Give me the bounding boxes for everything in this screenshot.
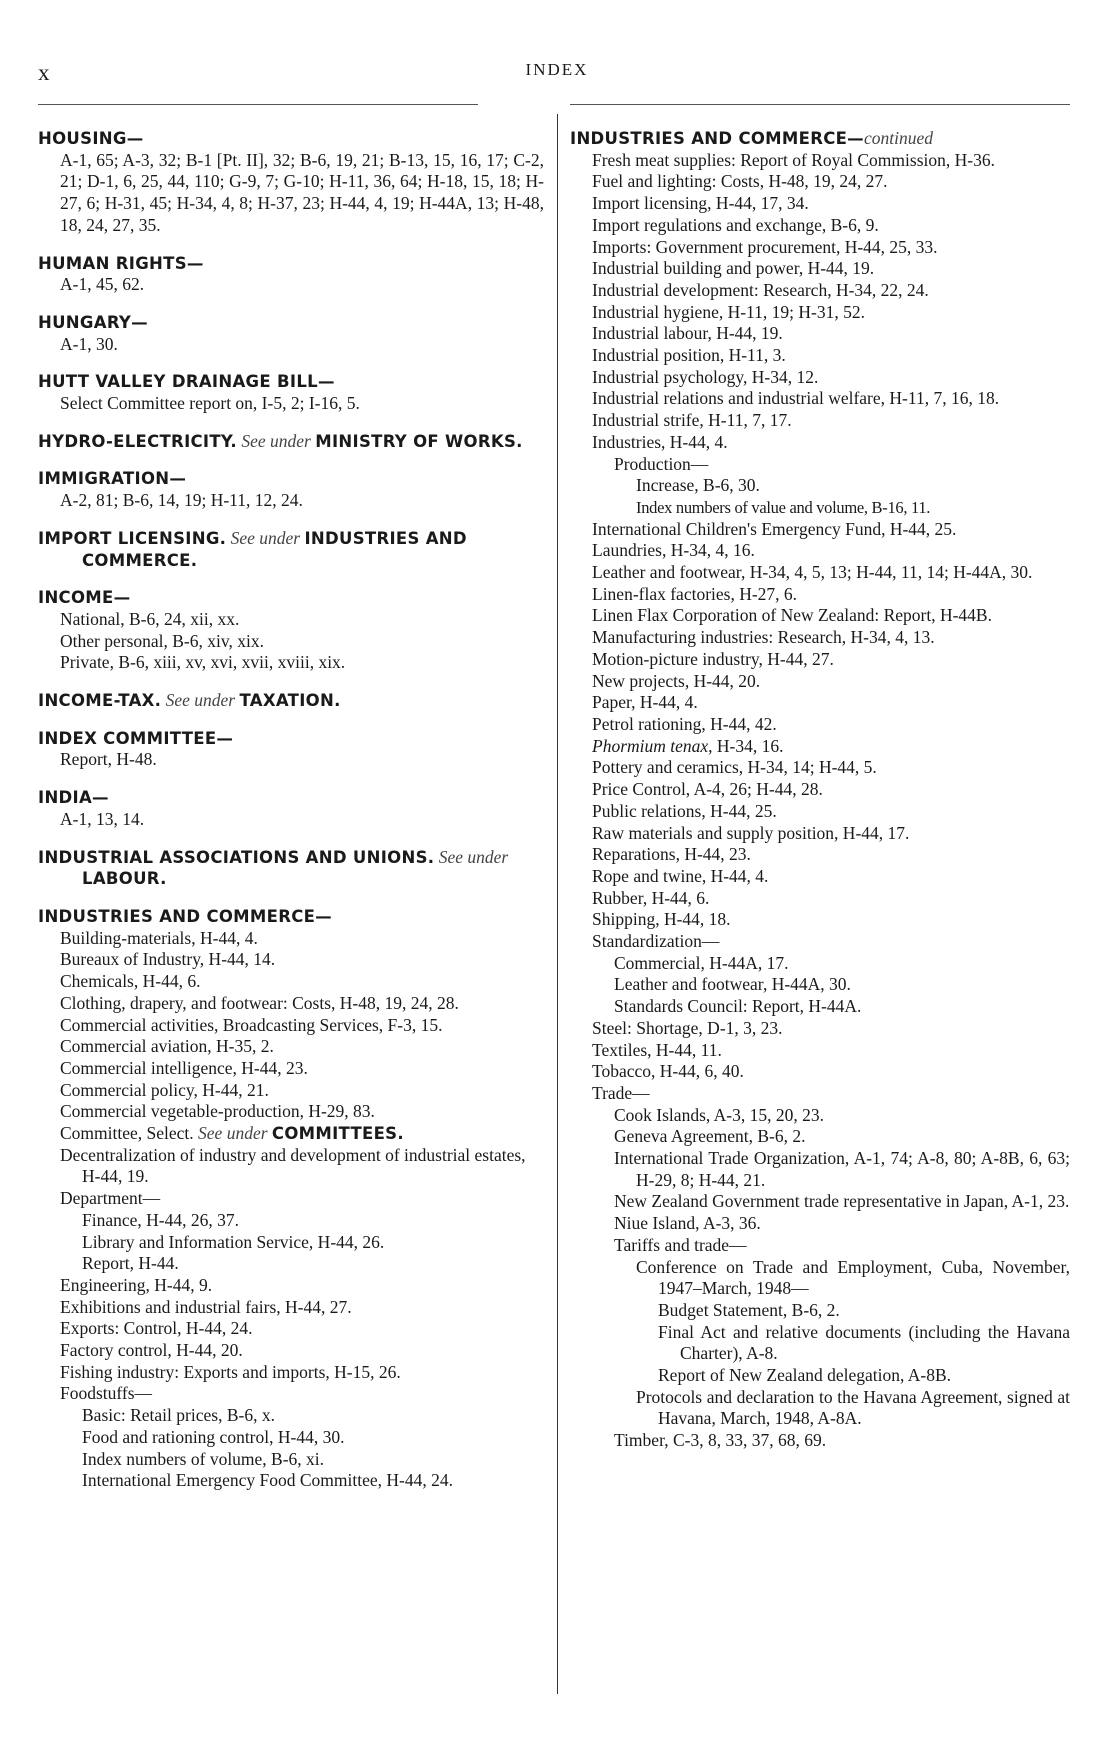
entry-heading: INCOME— bbox=[38, 588, 131, 608]
index-entry-import-licensing bbox=[38, 528, 544, 571]
sub-entry: Industrial position, H-11, 3. bbox=[592, 345, 786, 366]
entry-refs: H-34, 16. bbox=[716, 735, 784, 756]
sub-entry: Laundries, H-34, 4, 16. bbox=[592, 540, 755, 561]
sub-entry: Exhibitions and industrial fairs, H-44, 27. bbox=[60, 1296, 352, 1317]
continued-heading bbox=[570, 128, 1070, 150]
sub-sub-entry: Leather and footwear, H-44A, 30. bbox=[614, 974, 851, 995]
entry-refs: A-1, 45, 62. bbox=[60, 274, 145, 295]
see-under: See under bbox=[198, 1123, 268, 1144]
header-rule-right bbox=[570, 104, 1070, 105]
sub-entry: Rubber, H-44, 6. bbox=[592, 887, 710, 908]
entry-refs: Other personal, B-6, xiv, xix. bbox=[60, 630, 264, 651]
sub-entry: Linen Flax Corporation of New Zealand: Report, H-44B. bbox=[592, 605, 992, 626]
sub-entry: Chemicals, H-44, 6. bbox=[60, 971, 201, 992]
sub-entry: Commercial aviation, H-35, 2. bbox=[60, 1036, 274, 1057]
index-entry-income bbox=[38, 587, 544, 674]
sub-entry: Import licensing, H-44, 17, 34. bbox=[592, 193, 809, 214]
sub-entry: Industrial hygiene, H-11, 19; H-31, 52. bbox=[592, 301, 865, 322]
sub-entry: Manufacturing industries: Research, H-34, 4, 13. bbox=[592, 627, 935, 648]
see-under: See under bbox=[438, 846, 509, 867]
entry-refs: A-1, 30. bbox=[60, 333, 118, 354]
sub-entry: Industrial building and power, H-44, 19. bbox=[592, 258, 875, 279]
sub-entry: Leather and footwear, H-34, 4, 5, 13; H-44, 11, 14; H-44A, 30. bbox=[592, 562, 1033, 583]
sub-sub-entry: Timber, C-3, 8, 33, 37, 68, 69. bbox=[614, 1430, 827, 1451]
see-under: See under bbox=[241, 430, 311, 451]
sub-entry: Public relations, H-44, 25. bbox=[592, 800, 777, 821]
sub-sub-entry: Report, H-44. bbox=[82, 1253, 179, 1274]
sub-entry: Exports: Control, H-44, 24. bbox=[60, 1318, 253, 1339]
cross-ref-target: MINISTRY OF WORKS. bbox=[315, 431, 523, 451]
see-under: See under bbox=[230, 527, 301, 548]
sub-entry: Factory control, H-44, 20. bbox=[60, 1340, 243, 1361]
index-entry-human-rights bbox=[38, 253, 544, 296]
conference-item: Budget Statement, B-6, 2. bbox=[658, 1299, 840, 1320]
entry-heading: HUTT VALLEY DRAINAGE BILL— bbox=[38, 372, 335, 392]
header-rule-left bbox=[38, 104, 478, 105]
entry-refs: National, B-6, 24, xii, xx. bbox=[60, 608, 240, 629]
sub-entry: Fuel and lighting: Costs, H-48, 19, 24, 27. bbox=[592, 171, 888, 192]
sub-entry: Bureaux of Industry, H-44, 14. bbox=[60, 949, 276, 970]
sub-sub-entry: Niue Island, A-3, 36. bbox=[614, 1213, 761, 1234]
entry-refs: Report, H-48. bbox=[60, 749, 157, 770]
sub-entry: Rope and twine, H-44, 4. bbox=[592, 865, 769, 886]
sub-entry-label: Committee, Select. bbox=[60, 1123, 194, 1144]
sub-sub-sub-entry: Protocols and declaration to the Havana Agreement, signed at Havana, March, 1948, A-8A. bbox=[636, 1386, 1070, 1429]
sub-entry: Decentralization of industry and development of industrial estates, H-44, 19. bbox=[60, 1144, 526, 1187]
sub-entry: Trade— bbox=[592, 1082, 650, 1103]
sub-entry: Fresh meat supplies: Report of Royal Commission, H-36. bbox=[592, 149, 995, 170]
continued-label: continued bbox=[863, 128, 933, 148]
sub-sub-entry: Tariffs and trade— bbox=[614, 1234, 747, 1255]
right-column bbox=[570, 128, 1070, 1452]
entry-refs: A-1, 13, 14. bbox=[60, 808, 145, 829]
sub-entry: Industries, H-44, 4. bbox=[592, 431, 728, 452]
sub-sub-entry: Basic: Retail prices, B-6, x. bbox=[82, 1405, 275, 1426]
page-header bbox=[0, 0, 1114, 100]
entry-refs: A-1, 65; A-3, 32; B-1 [Pt. II], 32; B-6, 19, 21; B-13, 15, 16, 17; C-2, 21; D-1, 6, 25, 44, 110; G-9, 7; G-10; H-11, 36, 64; H-18, 15, 18; H-27, 6; H-31, 45; H-34, 4, 8; H-37, 23; H-44, 4, 19; H-44A, 13; H-48, 18, 24, 27, 35. bbox=[60, 149, 544, 235]
sub-entry: Industrial development: Research, H-34, 22, 24. bbox=[592, 279, 929, 300]
sub-sub-sub-entry: Increase, B-6, 30. bbox=[636, 475, 760, 496]
sub-entry: Import regulations and exchange, B-6, 9. bbox=[592, 214, 879, 235]
sub-sub-entry: International Trade Organization, A-1, 74; A-8, 80; A-8B, 6, 63; H-29, 8; H-44, 21. bbox=[614, 1148, 1070, 1190]
cross-ref-target: INDUSTRIES AND COMMERCE. bbox=[82, 528, 467, 570]
entry-refs: Private, B-6, xiii, xv, xvi, xvii, xviii, xix. bbox=[60, 652, 346, 673]
sub-entry: Standardization— bbox=[592, 931, 720, 952]
sub-entry: Shipping, H-44, 18. bbox=[592, 909, 731, 930]
sub-entry: Department— bbox=[60, 1188, 161, 1209]
sub-entry: Pottery and ceramics, H-34, 14; H-44, 5. bbox=[592, 757, 877, 778]
entry-heading: HUNGARY— bbox=[38, 312, 148, 332]
entry-heading: INDUSTRIES AND COMMERCE— bbox=[570, 129, 864, 148]
sub-entry-cross-ref bbox=[38, 1123, 544, 1145]
index-entry-industrial-associations bbox=[38, 847, 544, 890]
sub-sub-entry: Food and rationing control, H-44, 30. bbox=[82, 1426, 345, 1447]
sub-sub-sub-entry: Conference on Trade and Employment, Cuba, November, 1947–March, 1948— bbox=[636, 1256, 1070, 1299]
sub-entry: Linen-flax factories, H-27, 6. bbox=[592, 583, 798, 604]
sub-sub-entry: Finance, H-44, 26, 37. bbox=[82, 1209, 239, 1230]
index-entry-industries-and-commerce bbox=[38, 906, 544, 1492]
sub-sub-sub-entry: Index numbers of value and volume, B-16, 11. bbox=[636, 497, 931, 517]
left-column bbox=[38, 128, 544, 1492]
index-entry-hutt-valley bbox=[38, 371, 544, 414]
sub-entry: Raw materials and supply position, H-44, 17. bbox=[592, 822, 910, 843]
sub-sub-entry: New Zealand Government trade representative in Japan, A-1, 23. bbox=[614, 1191, 1070, 1212]
sub-sub-entry: Geneva Agreement, B-6, 2. bbox=[614, 1126, 806, 1147]
sub-sub-entry: Index numbers of volume, B-6, xi. bbox=[82, 1448, 325, 1469]
sub-sub-entry: International Emergency Food Committee, H-44, 24. bbox=[82, 1470, 453, 1491]
sub-entry: New projects, H-44, 20. bbox=[592, 670, 761, 691]
entry-heading: HYDRO-ELECTRICITY. bbox=[38, 431, 237, 451]
sub-entry: Reparations, H-44, 23. bbox=[592, 844, 751, 865]
entry-heading: HUMAN RIGHTS— bbox=[38, 253, 204, 273]
index-entry-hydro-electricity bbox=[38, 431, 544, 453]
sub-entry: Motion-picture industry, H-44, 27. bbox=[592, 648, 834, 669]
sub-entry: Textiles, H-44, 11. bbox=[592, 1039, 722, 1060]
entry-refs: Select Committee report on, I-5, 2; I-16, 5. bbox=[60, 393, 360, 414]
running-head: INDEX bbox=[525, 60, 589, 79]
index-entry-income-tax bbox=[38, 690, 544, 712]
index-entry-housing bbox=[38, 128, 544, 237]
conference-item: Final Act and relative documents (including the Havana Charter), A-8. bbox=[658, 1321, 1070, 1364]
sub-entry: Tobacco, H-44, 6, 40. bbox=[592, 1061, 744, 1082]
entry-heading: INDUSTRIAL ASSOCIATIONS AND UNIONS. bbox=[38, 847, 435, 867]
sub-entry: Commercial intelligence, H-44, 23. bbox=[60, 1057, 308, 1078]
sub-entry: Petrol rationing, H-44, 42. bbox=[592, 713, 777, 734]
sub-entry: Price Control, A-4, 26; H-44, 28. bbox=[592, 779, 823, 800]
entry-heading: IMMIGRATION— bbox=[38, 469, 187, 489]
sub-sub-entry: Standards Council: Report, H-44A. bbox=[614, 996, 862, 1017]
conference-item: Report of New Zealand delegation, A-8B. bbox=[658, 1365, 952, 1386]
sub-sub-entry: Production— bbox=[614, 453, 709, 474]
sub-sub-entry: Library and Information Service, H-44, 26. bbox=[82, 1231, 385, 1252]
sub-entry-phormium bbox=[570, 736, 1070, 758]
sub-entry: Steel: Shortage, D-1, 3, 23. bbox=[592, 1017, 783, 1038]
page-number: x bbox=[38, 60, 51, 85]
index-entry-index-committee bbox=[38, 728, 544, 771]
sub-sub-entry: Cook Islands, A-3, 15, 20, 23. bbox=[614, 1104, 824, 1125]
sub-entry: Industrial strife, H-11, 7, 17. bbox=[592, 410, 792, 431]
sub-entry: Foodstuffs— bbox=[60, 1383, 153, 1404]
index-entry-india bbox=[38, 787, 544, 830]
index-entry-immigration bbox=[38, 468, 544, 511]
cross-ref-target: LABOUR. bbox=[82, 869, 167, 889]
sub-entry: Industrial labour, H-44, 19. bbox=[592, 323, 783, 344]
entry-heading: INDUSTRIES AND COMMERCE— bbox=[38, 906, 332, 926]
sub-entry: Building-materials, H-44, 4. bbox=[60, 927, 258, 948]
entry-heading: IMPORT LICENSING. bbox=[38, 528, 227, 548]
sub-entry: Industrial relations and industrial welfare, H-11, 7, 16, 18. bbox=[592, 388, 1000, 409]
column-divider bbox=[557, 114, 558, 1694]
sub-entry: Clothing, drapery, and footwear: Costs, H-48, 19, 24, 28. bbox=[60, 992, 459, 1013]
sub-entry: International Children's Emergency Fund, H-44, 25. bbox=[592, 518, 957, 539]
cross-ref-target: COMMITTEES. bbox=[271, 1124, 404, 1144]
sub-entry: Commercial vegetable-production, H-29, 83. bbox=[60, 1101, 375, 1122]
entry-refs: A-2, 81; B-6, 14, 19; H-11, 12, 24. bbox=[60, 490, 303, 511]
index-entry-hungary bbox=[38, 312, 544, 355]
sub-entry: Paper, H-44, 4. bbox=[592, 692, 698, 713]
entry-heading: INCOME-TAX. bbox=[38, 691, 162, 711]
species-name: Phormium tenax, bbox=[592, 735, 713, 756]
sub-sub-entry: Commercial, H-44A, 17. bbox=[614, 952, 789, 973]
sub-entry: Engineering, H-44, 9. bbox=[60, 1274, 213, 1295]
sub-entry: Commercial policy, H-44, 21. bbox=[60, 1079, 269, 1100]
sub-entry: Fishing industry: Exports and imports, H-15, 26. bbox=[60, 1361, 401, 1382]
sub-entry: Commercial activities, Broadcasting Services, F-3, 15. bbox=[60, 1014, 443, 1035]
sub-entry: Imports: Government procurement, H-44, 25, 33. bbox=[592, 236, 938, 257]
entry-heading: INDEX COMMITTEE— bbox=[38, 728, 234, 748]
entry-heading: HOUSING— bbox=[38, 129, 144, 148]
see-under: See under bbox=[165, 690, 236, 711]
entry-heading: INDIA— bbox=[38, 788, 109, 808]
cross-ref-target: TAXATION. bbox=[239, 691, 341, 711]
sub-entry: Industrial psychology, H-34, 12. bbox=[592, 366, 819, 387]
